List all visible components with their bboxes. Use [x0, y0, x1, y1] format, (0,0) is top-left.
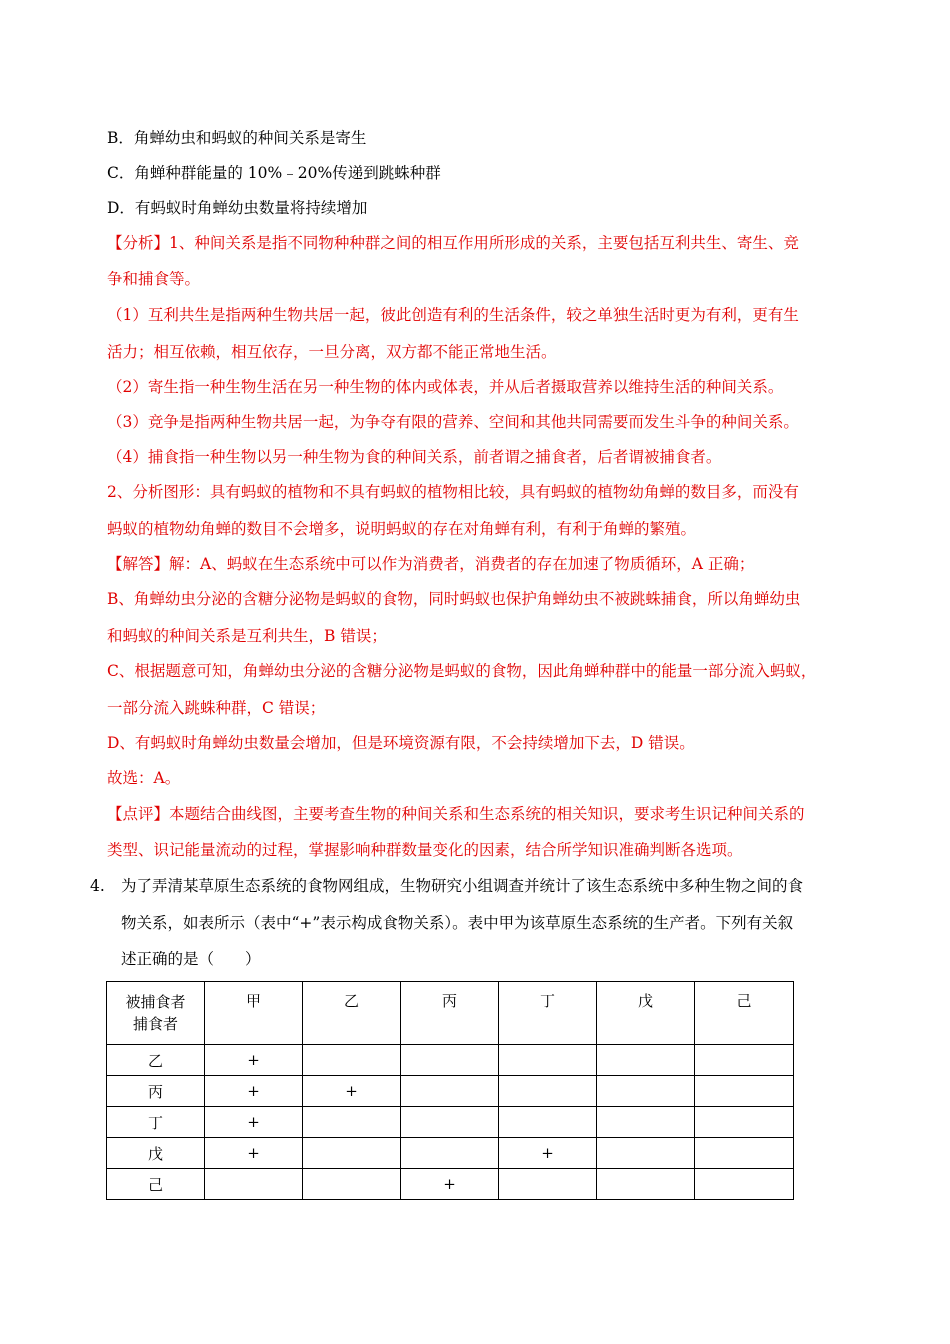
- table-cell: +: [401, 1169, 499, 1200]
- table-cell: [695, 1107, 794, 1138]
- column-header: 己: [695, 982, 794, 1045]
- table-cell: [499, 1045, 597, 1076]
- column-header: 乙: [303, 982, 401, 1045]
- option-b: B．角蝉幼虫和蚂蚁的种间关系是寄生: [107, 129, 367, 147]
- food-relation-table: [106, 981, 794, 1200]
- answer-line: C、根据题意可知，角蝉幼虫分泌的含糖分泌物是蚂蚁的食物，因此角蝉种群中的能量一部分流入蚂蚁，: [107, 662, 817, 680]
- option-c: C．角蝉种群能量的 10%﹣20%传递到跳蛛种群: [107, 164, 441, 182]
- row-header: 丁: [107, 1107, 205, 1138]
- table-cell: [499, 1107, 597, 1138]
- comment-line: 类型、识记能量流动的过程，掌握影响种群数量变化的因素，结合所学知识准确判断各选项。: [107, 841, 743, 859]
- analysis-line: 活力；相互依赖，相互依存，一旦分离，双方都不能正常地生活。: [107, 343, 557, 361]
- analysis-line: （3）竞争是指两种生物共居一起，为争夺有限的营养、空间和其他共同需要而发生斗争的种间关系。: [107, 413, 799, 431]
- answer-line: B、角蝉幼虫分泌的含糖分泌物是蚂蚁的食物，同时蚂蚁也保护角蝉幼虫不被跳蛛捕食，所以角蝉幼虫: [107, 590, 801, 608]
- table-cell: [597, 1076, 695, 1107]
- table-cell: [303, 1169, 401, 1200]
- table-cell: [597, 1169, 695, 1200]
- analysis-line: （1）互利共生是指两种生物共居一起，彼此创造有利的生活条件，较之单独生活时更为有利，更有生: [107, 306, 799, 324]
- table-cell: +: [303, 1076, 401, 1107]
- answer-line: D、有蚂蚁时角蝉幼虫数量会增加，但是环境资源有限，不会持续增加下去，D 错误。: [107, 734, 695, 752]
- table-row: [107, 1107, 794, 1138]
- analysis-line: 2、分析图形：具有蚂蚁的植物和不具有蚂蚁的植物相比较，具有蚂蚁的植物幼角蝉的数目多，而没有: [107, 483, 799, 501]
- comment-line: 【点评】本题结合曲线图，主要考查生物的种间关系和生态系统的相关知识，要求考生识记种间关系的: [107, 805, 805, 823]
- table-cell: [695, 1045, 794, 1076]
- table-cell: [401, 1107, 499, 1138]
- table-corner-cell: [107, 982, 205, 1045]
- row-header: 戊: [107, 1138, 205, 1169]
- row-header: 己: [107, 1169, 205, 1200]
- answer-line: 和蚂蚁的种间关系是互利共生，B 错误；: [107, 627, 387, 645]
- question-line: 物关系，如表所示（表中“+”表示构成食物关系）。表中甲为该草原生态系统的生产者。下列有关叙: [121, 914, 794, 932]
- table-cell: [597, 1045, 695, 1076]
- question-number: 4.: [90, 877, 105, 895]
- table-cell: [205, 1169, 303, 1200]
- table-cell: [695, 1076, 794, 1107]
- table-cell: [303, 1045, 401, 1076]
- table-cell: +: [499, 1138, 597, 1169]
- table-cell: +: [205, 1138, 303, 1169]
- table-row: [107, 1169, 794, 1200]
- answer-line: 【解答】解：A、蚂蚁在生态系统中可以作为消费者，消费者的存在加速了物质循环，A 正确；: [107, 555, 755, 573]
- table-cell: +: [205, 1076, 303, 1107]
- prey-label: 被捕食者: [125, 993, 186, 1011]
- analysis-line: 蚂蚁的植物幼角蝉的数目不会增多，说明蚂蚁的存在对角蝉有利，有利于角蝉的繁殖。: [107, 520, 697, 538]
- answer-choice: 故选：A。: [107, 769, 181, 787]
- column-header: 戊: [597, 982, 695, 1045]
- column-header: 丙: [401, 982, 499, 1045]
- table-cell: [401, 1138, 499, 1169]
- table-cell: +: [205, 1045, 303, 1076]
- table-cell: [695, 1169, 794, 1200]
- table-cell: [499, 1169, 597, 1200]
- question-line: 为了弄清某草原生态系统的食物网组成，生物研究小组调查并统计了该生态系统中多种生物之间的食: [121, 877, 804, 895]
- table-cell: [597, 1138, 695, 1169]
- table-row: [107, 1076, 794, 1107]
- column-header: 丁: [499, 982, 597, 1045]
- table-row: [107, 1045, 794, 1076]
- table-cell: [401, 1076, 499, 1107]
- table-header-row: [107, 982, 794, 1045]
- analysis-line: （2）寄生指一种生物生活在另一种生物的体内或体表，并从后者摄取营养以维持生活的种间关系。: [107, 378, 784, 396]
- table-cell: [401, 1045, 499, 1076]
- analysis-line: 争和捕食等。: [107, 270, 201, 288]
- row-header: 乙: [107, 1045, 205, 1076]
- table-cell: [303, 1107, 401, 1138]
- table-cell: [303, 1138, 401, 1169]
- answer-line: 一部分流入跳蛛种群，C 错误；: [107, 699, 326, 717]
- table-cell: [597, 1107, 695, 1138]
- table-cell: +: [205, 1107, 303, 1138]
- column-header: 甲: [205, 982, 303, 1045]
- table-cell: [695, 1138, 794, 1169]
- option-d: D．有蚂蚁时角蝉幼虫数量将持续增加: [107, 199, 368, 217]
- analysis-line: 【分析】1、种间关系是指不同物种种群之间的相互作用所形成的关系，主要包括互利共生、寄生、竞: [107, 234, 799, 252]
- table-cell: [499, 1076, 597, 1107]
- question-line: 述正确的是（ ）: [121, 950, 261, 968]
- table-row: [107, 1138, 794, 1169]
- predator-label: 捕食者: [132, 1015, 178, 1033]
- analysis-line: （4）捕食指一种生物以另一种生物为食的种间关系，前者谓之捕食者，后者谓被捕食者。: [107, 448, 722, 466]
- row-header: 丙: [107, 1076, 205, 1107]
